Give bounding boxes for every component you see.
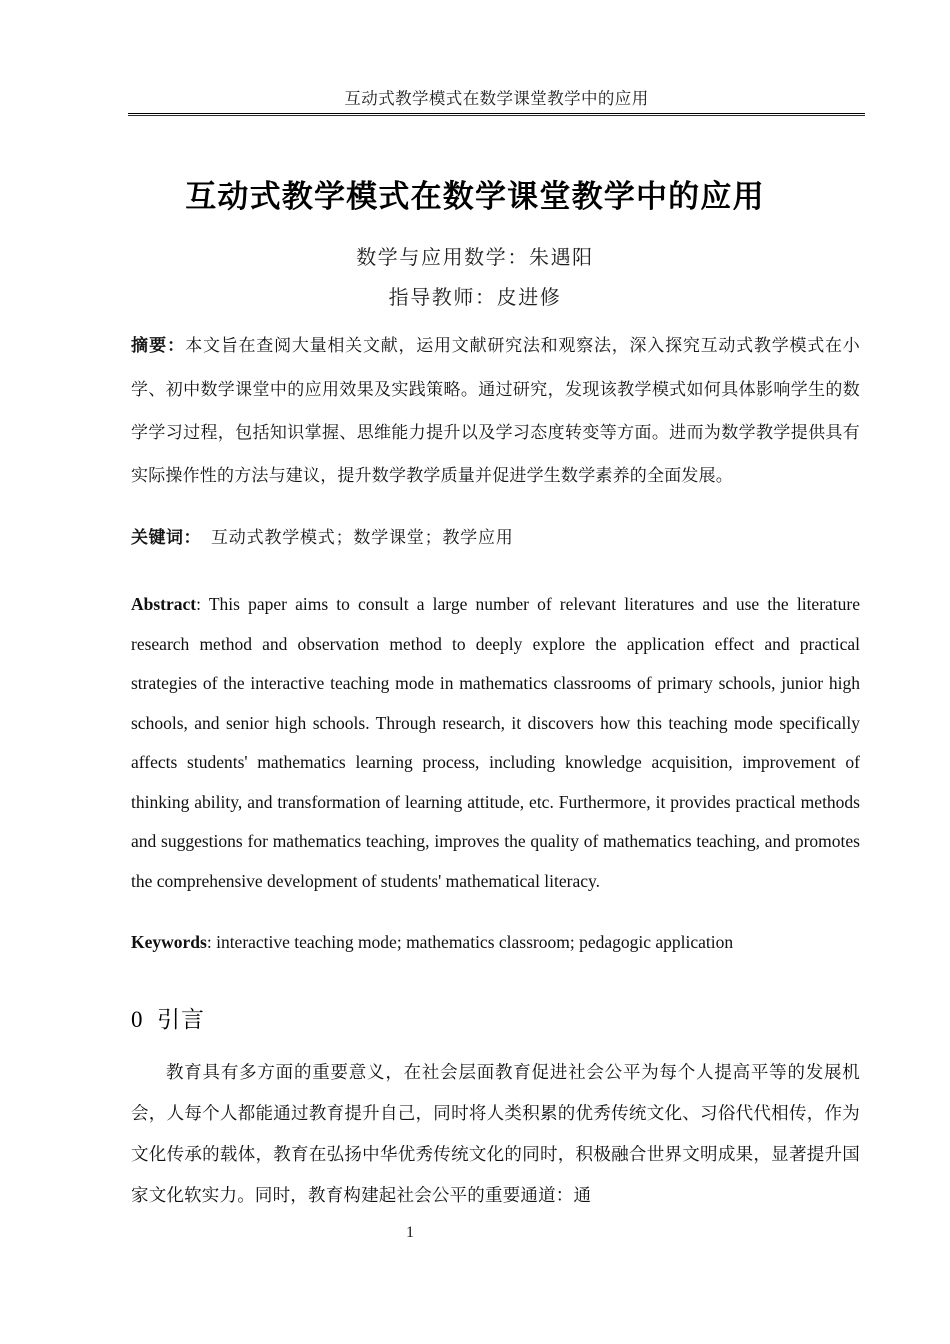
section-title: 引言 (157, 1007, 205, 1033)
paper-title: 互动式教学模式在数学课堂教学中的应用 (185, 179, 765, 215)
chinese-abstract-text: 本文旨在查阅大量相关文献，运用文献研究法和观察法，深入探究互动式教学模式在小学、初中数学课堂中的应用效果及实践策略。通过研究，发现该教学模式如何具体影响学生的数学学习过程，包括知识掌握、思维能力提升以及学习态度转变等方面。进而为数学教学提供具有实际操作性的方法与建议，提升数学教学质量并促进学生数学素养的全面发展。 (131, 336, 860, 485)
english-abstract-label: Abstract (131, 594, 197, 614)
advisor-line: 指导教师：皮进修 (388, 287, 562, 309)
chinese-keywords-text: 互动式教学模式；数学课堂；教学应用 (211, 528, 514, 547)
english-abstract-text: This paper aims to consult a large number of relevant literatures and use the literature research method and observation method to deeply explore the application effect and practical strategies of the interactive teaching mode in mathematics classrooms of primary schools, junior high schools, and senior high schools. Through research, it discovers how this teaching mode specifically affects students' mathematics learning process, including knowledge acquisition, improvement of thinking ability, and transformation of learning attitude, etc. Furthermore, it provides practical methods and suggestions for mathematics teaching, improves the quality of mathematics teaching, and promotes the comprehensive development of students' mathematical literacy. (131, 594, 860, 891)
page-number: 1 (406, 1224, 414, 1241)
chinese-keywords-label: 关键词： (131, 528, 201, 548)
english-abstract-separator: : (196, 594, 209, 614)
english-abstract-block (131, 585, 860, 901)
chinese-keywords-block (131, 522, 860, 554)
section-number: 0 (131, 1007, 143, 1032)
running-header (128, 88, 865, 116)
english-keywords-separator: : (206, 932, 217, 952)
chinese-abstract-block (131, 324, 860, 497)
chinese-abstract-label: 摘要： (131, 336, 186, 356)
header-divider-rule (128, 113, 865, 116)
running-header-text: 互动式教学模式在数学课堂教学中的应用 (344, 89, 649, 108)
english-keywords-text: interactive teaching mode; mathematics classroom; pedagogic application (216, 932, 734, 952)
section-heading (131, 1003, 860, 1037)
english-keywords-label: Keywords (131, 932, 207, 952)
section-body-paragraph: 教育具有多方面的重要意义，在社会层面教育促进社会公平为每个人提高平等的发展机会，人每个人都能通过教育提升自己，同时将人类积累的优秀传统文化、习俗代代相传，作为文化传承的载体，教育在弘扬中华优秀传统文化的同时，积极融合世界文明成果，显著提升国家文化软实力。同时，教育构建起社会公平的重要通道：通 (131, 1062, 860, 1205)
english-keywords-block (131, 928, 860, 956)
author-line: 数学与应用数学：朱遇阳 (356, 247, 594, 269)
